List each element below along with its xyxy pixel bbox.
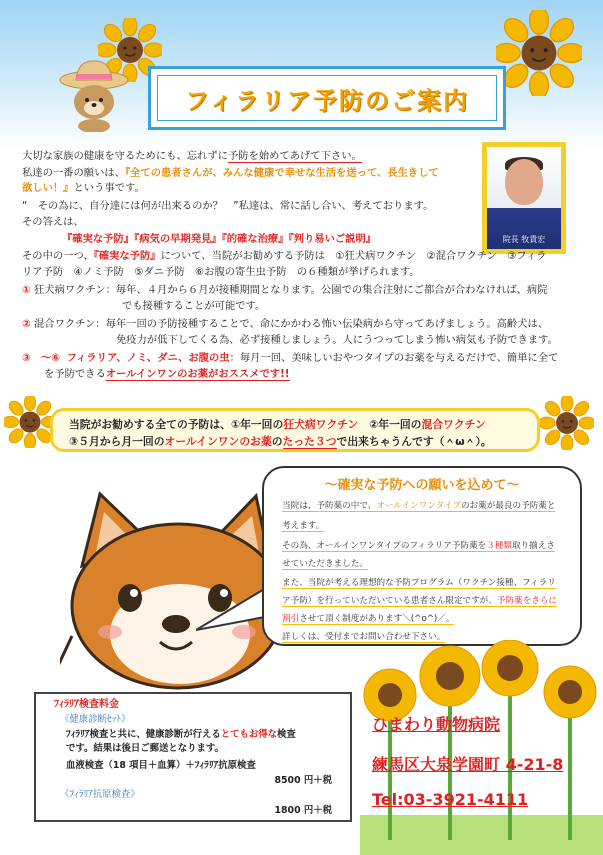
hospital-address: 練馬区大泉学園町 4-21-8 bbox=[372, 755, 564, 774]
dog-with-hat-illustration bbox=[56, 58, 132, 132]
intro-line: その中の一つ、『確実な予防』について、当院がお勧めする予防は ①狂犬病ワクチン ②混合ワクチン ③フィラ bbox=[22, 250, 547, 262]
item-parasites-cont: を予防できるオールインワンのお薬がおススメです!! bbox=[44, 368, 290, 380]
bubble-line: 当院は、予防薬の中で、オールインワンタイプのお薬が最良の予防薬と bbox=[282, 501, 556, 511]
price-box bbox=[34, 692, 352, 822]
summary-line: 当院がお勧めする全ての予防は、①年一回の狂犬病ワクチン ②年一回の混合ワクチン bbox=[69, 418, 486, 431]
hospital-phone[interactable]: Tel:03-3921-4111 bbox=[372, 790, 529, 809]
summary-line: ③５月から月一回のオールインワンのお薬のたった３つで出来ちゃうんです（＾ω＾）。 bbox=[69, 435, 492, 448]
item-rabies-cont: でも接種することが可能です。 bbox=[122, 300, 266, 312]
bubble-line: せていただきました。 bbox=[282, 559, 368, 569]
price-text: 血液検査（18 項目＋血算）＋ﾌｨﾗﾘｱ抗原検査 bbox=[66, 760, 256, 771]
bubble-line: ア予防）を行っていただいている患者さん限定ですが、予防薬をさらに bbox=[282, 596, 558, 606]
intro-line: リア予防 ④ノミ予防 ⑤ダニ予防 ⑥お腹の寄生虫予防 の６種類が挙げられます。 bbox=[22, 266, 420, 278]
intro-line: その答えは、 bbox=[22, 216, 84, 228]
director-photo bbox=[482, 142, 566, 254]
title-frame bbox=[148, 66, 506, 130]
intro-line: 大切な家族の健康を守るためにも、忘れずに予防を始めてあげて下さい。 bbox=[22, 150, 362, 162]
price-subheading: 《ﾌｨﾗﾘｱ抗原検査》 bbox=[60, 789, 140, 800]
item-parasites: ③ ～⑥ フィラリア、ノミ、ダニ、お腹の虫：毎月一回、美味しいおやつタイプのお薬を与えるだけで、簡単に全て bbox=[22, 352, 559, 364]
price-subheading: 《健康診断ｾｯﾄ》 bbox=[60, 714, 131, 725]
intro-line: “ その為に、自分達には何が出来るのか？ ”私達は、常に話し合い、考えております。 bbox=[22, 200, 434, 212]
price-text: です。結果は後日ご郵送となります。 bbox=[66, 743, 224, 754]
sunflower-icon bbox=[496, 10, 582, 96]
intro-principles: 『確実な予防』『病気の早期発見』『的確な治療』『判り易いご説明』 bbox=[62, 233, 377, 245]
bubble-line: その為、オールインワンタイプのフィラリア予防薬を３種類取り揃えさ bbox=[282, 541, 555, 551]
item-combo-cont: 免疫力が低下してくる為、必ず接種しましょう。人にうつってしまう怖い病気も予防できます。 bbox=[116, 334, 558, 346]
photo-caption: 院長 牧貴宏 bbox=[502, 235, 546, 244]
item-rabies: ① 狂犬病ワクチン：毎年、４月から６月が接種期間となります。公園での集合注射にご都合が合わなければ、病院 bbox=[22, 284, 548, 296]
bubble-line: 詳しくは、受付までお問い合わせ下さい。 bbox=[282, 632, 446, 642]
sunflower-field-illustration bbox=[360, 640, 603, 855]
price-text: ﾌｨﾗﾘｱ検査と共に、健康診断が行えるとてもお得な検査 bbox=[66, 729, 296, 740]
page-title: フィラリア予防のご案内 bbox=[184, 86, 470, 115]
summary-box bbox=[50, 408, 540, 452]
sunflower-icon bbox=[540, 396, 594, 450]
price-heading: ﾌｨﾗﾘｱ検査料金 bbox=[54, 699, 119, 710]
bubble-line: 考えます。 bbox=[282, 521, 325, 531]
price-amount: 1800 円＋税 bbox=[274, 805, 332, 816]
price-amount: 8500 円＋税 bbox=[274, 775, 332, 786]
bubble-line: また、当院が考える理想的な予防プログラム（ワクチン接種、フィラリ bbox=[282, 578, 556, 588]
bubble-title: ～確実な予防への願いを込めて～ bbox=[324, 478, 520, 493]
sunflower-icon bbox=[4, 396, 56, 448]
speech-bubble bbox=[262, 466, 582, 646]
bubble-line: 割引させて頂く制度があります＼(^o^)／。 bbox=[282, 614, 455, 624]
intro-line: 欲しい！』という事です。 bbox=[22, 182, 145, 194]
hospital-name: ひまわり動物病院 bbox=[372, 715, 501, 734]
item-combo: ② 混合ワクチン：毎年一回の予防接種することで、命にかかわる怖い伝染病から守ってあげましょう。高齢犬は、 bbox=[22, 318, 549, 330]
intro-line: 私達の一番の願いは、『全ての患者さんが、みんな健康で幸せな生活を送って、長生きして bbox=[22, 167, 439, 179]
